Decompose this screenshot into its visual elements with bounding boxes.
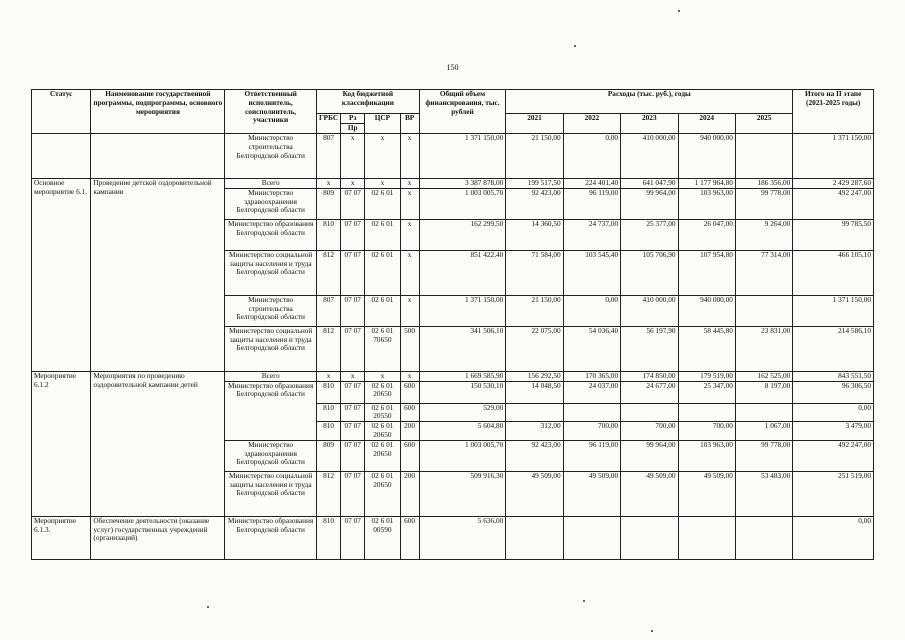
name-cell [91, 134, 225, 179]
year-2022-cell: 700,00 [563, 422, 620, 441]
rz-cell: 07 07 [341, 381, 365, 403]
year-2023-cell: 174 850,00 [621, 371, 678, 381]
year-2024-cell: 179 519,00 [678, 371, 735, 381]
year-2023-cell: 641 047,90 [621, 179, 678, 189]
rz-cell: 07 07 [341, 295, 365, 326]
status-cell: Мероприятие 6.1.2 [32, 371, 91, 516]
grbs-cell: 810 [316, 219, 340, 250]
year-2023-cell: 410 000,00 [621, 295, 678, 326]
header-year-2024: 2024 [678, 114, 735, 134]
executor-cell: Всего [225, 179, 317, 189]
name-cell: Проведение детской оздоровительной кампании [91, 179, 225, 372]
name-cell: Обеспечение деятельности (оказание услуг) государственных учреждений (организаций) [91, 516, 225, 559]
total-cell: 1 371 150,00 [419, 295, 506, 326]
year-2022-cell: 96 119,00 [563, 188, 620, 219]
rz-cell: х [341, 179, 365, 189]
year-2021-cell: 49 509,00 [506, 471, 563, 516]
csr-cell: 02 6 01 70650 [365, 326, 400, 371]
year-2025-cell: 99 778,00 [735, 188, 792, 219]
stage-total-cell: 0,00 [793, 516, 874, 559]
total-cell: 1 003 005,70 [419, 188, 506, 219]
scan-speck [574, 45, 576, 47]
csr-cell: х [365, 134, 400, 179]
year-2021-cell: 14 360,50 [506, 219, 563, 250]
vr-cell: х [400, 295, 419, 326]
year-2023-cell: 99 964,00 [621, 440, 678, 471]
year-2021-cell: 14 048,50 [506, 381, 563, 403]
total-cell: 1 669 585,90 [419, 371, 506, 381]
year-2021-cell: 312,00 [506, 422, 563, 441]
executor-cell: Министерство образования Белгородской области [225, 219, 317, 250]
header-year-2023: 2023 [621, 114, 678, 134]
scan-speck [678, 10, 680, 12]
rz-cell: х [341, 371, 365, 381]
header-vr: ВР [400, 114, 419, 134]
year-2021-cell: 21 150,00 [506, 134, 563, 179]
year-2025-cell: 162 525,00 [735, 371, 792, 381]
rz-cell: 07 07 [341, 403, 365, 422]
year-2025-cell: 53 483,00 [735, 471, 792, 516]
vr-cell: 500 [400, 326, 419, 371]
header-name: Наименование государственной программы, подпрограммы, основного мероприятия [91, 90, 225, 134]
vr-cell: х [400, 179, 419, 189]
year-2023-cell: 49 509,00 [621, 471, 678, 516]
csr-cell: 02 6 01 [365, 188, 400, 219]
year-2022-cell: 96 119,00 [563, 440, 620, 471]
grbs-cell: х [316, 371, 340, 381]
year-2024-cell: 103 963,00 [678, 440, 735, 471]
year-2022-cell: 24 737,00 [563, 219, 620, 250]
csr-cell: х [365, 371, 400, 381]
vr-cell: 600 [400, 440, 419, 471]
total-cell: 3 387 878,00 [419, 179, 506, 189]
executor-cell: Министерство образования Белгородской области [225, 381, 317, 440]
year-2021-cell: 71 584,00 [506, 250, 563, 295]
year-2025-cell: 1 067,00 [735, 422, 792, 441]
year-2021-cell [506, 403, 563, 422]
scan-speck [583, 600, 585, 602]
year-2021-cell: 199 517,50 [506, 179, 563, 189]
vr-cell: 600 [400, 516, 419, 559]
csr-cell: 02 6 01 [365, 295, 400, 326]
year-2021-cell [506, 516, 563, 559]
stage-total-cell: 492 247,00 [793, 440, 874, 471]
csr-cell: 02 6 01 20650 [365, 440, 400, 471]
year-2024-cell [678, 516, 735, 559]
stage-total-cell: 466 105,10 [793, 250, 874, 295]
csr-cell: 02 6 01 [365, 219, 400, 250]
year-2025-cell: 186 356,00 [735, 179, 792, 189]
grbs-cell: 810 [316, 403, 340, 422]
stage-total-cell: 251 519,00 [793, 471, 874, 516]
header-budget-code: Код бюджетной классификации [316, 90, 419, 114]
header-grbs: ГРБС [316, 114, 340, 134]
executor-cell: Министерство строительства Белгородской области [225, 295, 317, 326]
year-2022-cell: 24 037,00 [563, 381, 620, 403]
table-row [32, 516, 874, 559]
year-2022-cell [563, 403, 620, 422]
year-2023-cell: 24 677,00 [621, 381, 678, 403]
header-stage-total: Итого на II этапе (2021-2025 годы) [793, 90, 874, 134]
header-year-2025: 2025 [735, 114, 792, 134]
year-2024-cell: 940 000,00 [678, 134, 735, 179]
csr-cell: 02 6 01 [365, 250, 400, 295]
year-2022-cell: 170 365,00 [563, 371, 620, 381]
grbs-cell: 812 [316, 326, 340, 371]
stage-total-cell: 2 429 287,60 [793, 179, 874, 189]
grbs-cell: 807 [316, 295, 340, 326]
year-2023-cell: 99 964,00 [621, 188, 678, 219]
vr-cell: х [400, 219, 419, 250]
grbs-cell: 812 [316, 250, 340, 295]
year-2025-cell: 99 778,00 [735, 440, 792, 471]
year-2022-cell: 103 545,40 [563, 250, 620, 295]
total-cell: 341 506,10 [419, 326, 506, 371]
header-expenses: Расходы (тыс. руб.), годы [506, 90, 793, 114]
budget-table [31, 89, 874, 560]
executor-cell: Министерство здравоохранения Белгородской области [225, 440, 317, 471]
rz-cell: х [341, 134, 365, 179]
year-2025-cell [735, 134, 792, 179]
grbs-cell: 810 [316, 422, 340, 441]
stage-total-cell: 3 479,00 [793, 422, 874, 441]
year-2023-cell: 56 197,90 [621, 326, 678, 371]
vr-cell: 600 [400, 403, 419, 422]
csr-cell: 02 6 01 20550 [365, 403, 400, 422]
year-2025-cell: 9 264,00 [735, 219, 792, 250]
total-cell: 1 003 005,70 [419, 440, 506, 471]
year-2024-cell: 49 509,00 [678, 471, 735, 516]
vr-cell: х [400, 371, 419, 381]
year-2025-cell [735, 403, 792, 422]
executor-cell: Министерство социальной защиты населения и труда Белгородской области [225, 326, 317, 371]
executor-cell: Министерство здравоохранения Белгородской области [225, 188, 317, 219]
executor-cell: Министерство социальной защиты населения и труда Белгородской области [225, 250, 317, 295]
year-2024-cell [678, 403, 735, 422]
year-2024-cell: 103 963,00 [678, 188, 735, 219]
grbs-cell: 810 [316, 516, 340, 559]
stage-total-cell: 214 586,10 [793, 326, 874, 371]
year-2024-cell: 26 047,00 [678, 219, 735, 250]
csr-cell: 02 6 01 20650 [365, 422, 400, 441]
csr-cell: 02 6 01 00590 [365, 516, 400, 559]
grbs-cell: 812 [316, 471, 340, 516]
executor-cell: Министерство образования Белгородской области [225, 516, 317, 559]
executor-cell: Министерство строительства Белгородской области [225, 134, 317, 179]
header-pr: Пр [341, 124, 365, 134]
header-year-2021: 2021 [506, 114, 563, 134]
executor-cell: Всего [225, 371, 317, 381]
year-2021-cell: 92 423,00 [506, 188, 563, 219]
csr-cell: 02 6 01 20650 [365, 471, 400, 516]
header-total: Общий объем финансирования, тыс. рублей [419, 90, 506, 134]
status-cell: Основное мероприятие 6.1. [32, 179, 91, 372]
name-cell: Мероприятия по проведению оздоровительной кампании детей [91, 371, 225, 516]
year-2024-cell: 700,00 [678, 422, 735, 441]
rz-cell: 07 07 [341, 188, 365, 219]
year-2025-cell [735, 516, 792, 559]
year-2024-cell: 1 177 964,80 [678, 179, 735, 189]
total-cell: 529,00 [419, 403, 506, 422]
year-2021-cell: 156 292,50 [506, 371, 563, 381]
rz-cell: 07 07 [341, 440, 365, 471]
year-2023-cell: 410 000,00 [621, 134, 678, 179]
header-executor: Ответственный исполнитель, соисполнитель, участники [225, 90, 317, 134]
year-2022-cell: 224 401,40 [563, 179, 620, 189]
year-2021-cell: 22 075,00 [506, 326, 563, 371]
year-2022-cell [563, 516, 620, 559]
year-2025-cell: 23 831,00 [735, 326, 792, 371]
stage-total-cell: 99 785,50 [793, 219, 874, 250]
header-rz: Рз [341, 114, 365, 124]
executor-cell: Министерство социальной защиты населения и труда Белгородской области [225, 471, 317, 516]
stage-total-cell: 96 306,50 [793, 381, 874, 403]
table-row [32, 134, 874, 179]
year-2022-cell: 54 036,40 [563, 326, 620, 371]
stage-total-cell: 843 551,50 [793, 371, 874, 381]
page-number: 150 [446, 63, 459, 72]
rz-cell: 07 07 [341, 250, 365, 295]
rz-cell: 07 07 [341, 516, 365, 559]
year-2024-cell: 940 000,00 [678, 295, 735, 326]
year-2025-cell [735, 295, 792, 326]
total-cell: 5 604,80 [419, 422, 506, 441]
year-2023-cell: 25 377,00 [621, 219, 678, 250]
year-2023-cell: 105 706,90 [621, 250, 678, 295]
vr-cell: 600 [400, 381, 419, 403]
total-cell: 5 636,00 [419, 516, 506, 559]
grbs-cell: 809 [316, 188, 340, 219]
total-cell: 851 422,40 [419, 250, 506, 295]
status-cell [32, 134, 91, 179]
year-2021-cell: 21 150,00 [506, 295, 563, 326]
table-row [32, 179, 874, 189]
rz-cell: 07 07 [341, 326, 365, 371]
year-2022-cell: 0,00 [563, 134, 620, 179]
table-row [32, 371, 874, 381]
year-2022-cell: 49 509,00 [563, 471, 620, 516]
status-cell: Мероприятие 6.1.3. [32, 516, 91, 559]
rz-cell: 07 07 [341, 422, 365, 441]
header-year-2022: 2022 [563, 114, 620, 134]
year-2024-cell: 25 347,00 [678, 381, 735, 403]
grbs-cell: х [316, 179, 340, 189]
year-2022-cell: 0,00 [563, 295, 620, 326]
vr-cell: х [400, 250, 419, 295]
total-cell: 162 299,50 [419, 219, 506, 250]
year-2023-cell: 700,00 [621, 422, 678, 441]
year-2024-cell: 58 445,80 [678, 326, 735, 371]
header-csr: ЦСР [365, 114, 400, 134]
vr-cell: 200 [400, 422, 419, 441]
year-2025-cell: 77 314,00 [735, 250, 792, 295]
header-status: Статус [32, 90, 91, 134]
grbs-cell: 810 [316, 381, 340, 403]
year-2023-cell [621, 516, 678, 559]
grbs-cell: 807 [316, 134, 340, 179]
total-cell: 509 916,30 [419, 471, 506, 516]
rz-cell: 07 07 [341, 219, 365, 250]
vr-cell: х [400, 188, 419, 219]
vr-cell: 200 [400, 471, 419, 516]
year-2021-cell: 92 423,00 [506, 440, 563, 471]
grbs-cell: 809 [316, 440, 340, 471]
total-cell: 150 530,10 [419, 381, 506, 403]
total-cell: 1 371 150,00 [419, 134, 506, 179]
stage-total-cell: 0,00 [793, 403, 874, 422]
vr-cell: х [400, 134, 419, 179]
csr-cell: 02 6 01 20650 [365, 381, 400, 403]
csr-cell: х [365, 179, 400, 189]
year-2025-cell: 8 197,00 [735, 381, 792, 403]
stage-total-cell: 1 371 150,00 [793, 134, 874, 179]
rz-cell: 07 07 [341, 471, 365, 516]
scan-speck [207, 606, 209, 608]
scan-speck [651, 630, 653, 632]
year-2024-cell: 107 954,80 [678, 250, 735, 295]
stage-total-cell: 492 247,00 [793, 188, 874, 219]
year-2023-cell [621, 403, 678, 422]
stage-total-cell: 1 371 150,00 [793, 295, 874, 326]
